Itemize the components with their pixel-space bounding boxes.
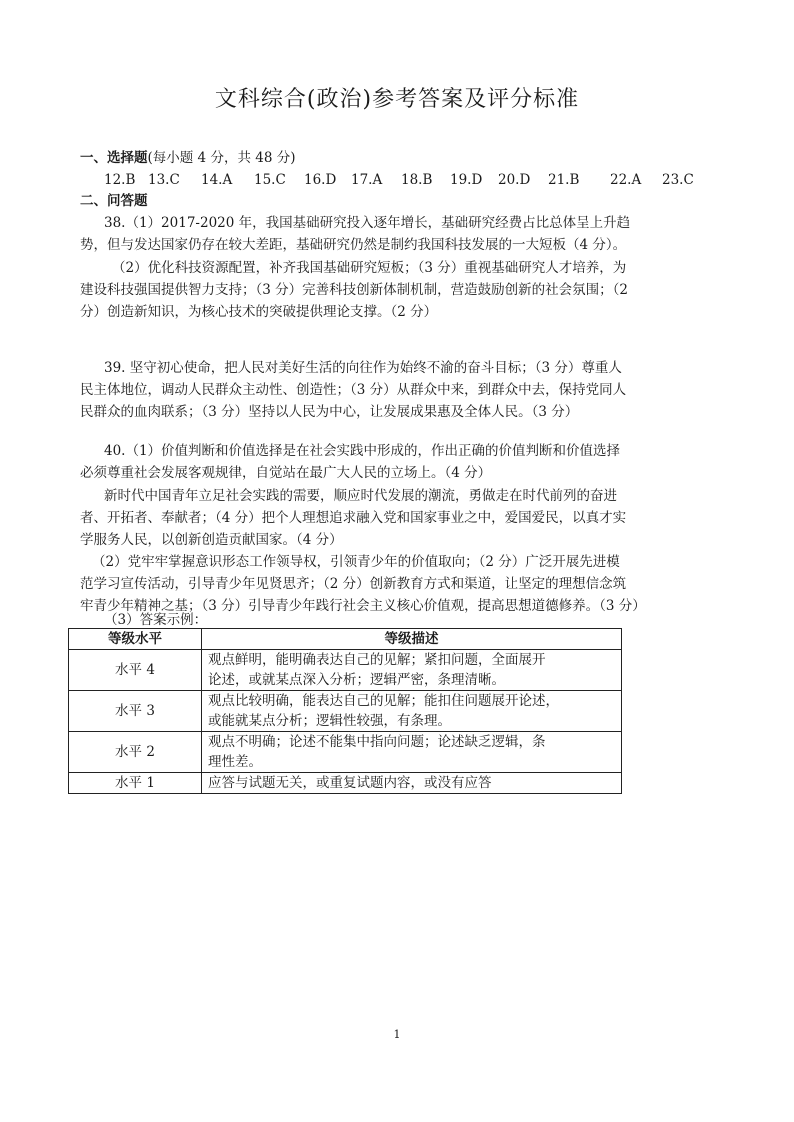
table-header-desc: 等级描述 bbox=[202, 629, 622, 650]
q40-line: 者、开拓者、奉献者；（4 分）把个人理想追求融入党和国家事业之中，爱国爱民，以真才实 bbox=[80, 510, 627, 526]
table-header-level: 等级水平 bbox=[69, 629, 202, 650]
level-cell: 水平 2 bbox=[69, 732, 202, 773]
answer-item: 12.B bbox=[104, 172, 136, 188]
q38-line: 38.（1）2017-2020 年，我国基础研究投入逐年增长，基础研究经费占比总体呈上升趋 bbox=[104, 215, 631, 231]
q39-line: 民主体地位，调动人民群众主动性、创造性；（3 分）从群众中来，到群众中去，保持党同人 bbox=[80, 382, 627, 398]
desc-cell: 观点鲜明，能明确表达自己的见解；紧扣问题，全面展开 论述，或就某点深入分析；逻辑严密，条理清晰。 bbox=[202, 650, 622, 691]
answer-item: 20.D bbox=[498, 172, 531, 188]
answer-item: 15.C bbox=[254, 172, 286, 188]
q40-line: 40.（1）价值判断和价值选择是在社会实践中形成的，作出正确的价值判断和价值选择 bbox=[104, 443, 621, 459]
q38-line: 势，但与发达国家仍存在较大差距，基础研究仍然是制约我国科技发展的一大短板（4 分）。 bbox=[80, 237, 627, 253]
level-cell: 水平 3 bbox=[69, 691, 202, 732]
q40-line: 新时代中国青年立足社会实践的需要，顺应时代发展的潮流，勇做走在时代前列的奋进 bbox=[104, 488, 617, 504]
answer-item: 22.A bbox=[610, 172, 642, 188]
desc-cell: 观点比较明确，能表达自己的见解；能扣住问题展开论述， 或能就某点分析；逻辑性较强，有条理。 bbox=[202, 691, 622, 732]
page-number: 1 bbox=[393, 1028, 401, 1041]
q40-line: （3）答案示例： bbox=[104, 612, 208, 628]
table-header-row bbox=[69, 629, 622, 650]
q40-line: 学服务人民，以创新创造贡献国家。（4 分） bbox=[80, 532, 343, 548]
q38-line: 分）创造新知识，为核心技术的突破提供理论支撑。（2 分） bbox=[80, 304, 438, 320]
table-row bbox=[69, 691, 622, 732]
table-row bbox=[69, 773, 622, 794]
q38-line: （2）优化科技资源配置，补齐我国基础研究短板；（3 分）重视基础研究人才培养，为 bbox=[112, 260, 627, 276]
q40-line: （2）党牢牢掌握意识形态工作领导权，引领青少年的价值取向；（2 分）广泛开展先进模 bbox=[92, 554, 620, 570]
table-row bbox=[69, 650, 622, 691]
section1-note: (每小题 4 分，共 48 分) bbox=[147, 150, 296, 166]
section1-heading: 一、选择题 bbox=[80, 150, 148, 166]
section2-heading: 二、问答题 bbox=[80, 193, 148, 209]
q39-line: 民群众的血肉联系；（3 分）坚持以人民为中心，让发展成果惠及全体人民。（3 分） bbox=[80, 404, 579, 420]
q40-line: 必须尊重社会发展客观规律，自觉站在最广大人民的立场上。（4 分） bbox=[80, 465, 492, 481]
answer-item: 21.B bbox=[548, 172, 580, 188]
q38-line: 建设科技强国提供智力支持；（3 分）完善科技创新体制机制，营造鼓励创新的社会氛围；（2 bbox=[80, 282, 628, 298]
q40-line: 牢青少年精神之基；（3 分）引导青少年践行社会主义核心价值观，提高思想道德修养。（3 分） bbox=[80, 598, 646, 614]
section1-heading-row bbox=[80, 148, 295, 168]
answer-item: 23.C bbox=[662, 172, 694, 188]
q39-line: 39. 坚守初心使命，把人民对美好生活的向往作为始终不渝的奋斗目标；（3 分）尊重人 bbox=[104, 360, 622, 376]
desc-cell: 观点不明确；论述不能集中指向问题；论述缺乏逻辑，条 理性差。 bbox=[202, 732, 622, 773]
desc-cell: 应答与试题无关，或重复试题内容，或没有应答 bbox=[202, 773, 622, 794]
page-title: 文科综合(政治)参考答案及评分标准 bbox=[214, 87, 580, 112]
answer-item: 13.C bbox=[148, 172, 180, 188]
answer-item: 18.B bbox=[401, 172, 433, 188]
answer-item: 19.D bbox=[450, 172, 483, 188]
q40-line: 范学习宣传活动，引导青少年见贤思齐；（2 分）创新教育方式和渠道，让坚定的理想信念筑 bbox=[80, 576, 627, 592]
answer-item: 14.A bbox=[201, 172, 233, 188]
grading-table bbox=[68, 628, 622, 794]
table-row bbox=[69, 732, 622, 773]
level-cell: 水平 1 bbox=[69, 773, 202, 794]
level-cell: 水平 4 bbox=[69, 650, 202, 691]
answer-item: 16.D bbox=[304, 172, 337, 188]
answer-item: 17.A bbox=[351, 172, 383, 188]
